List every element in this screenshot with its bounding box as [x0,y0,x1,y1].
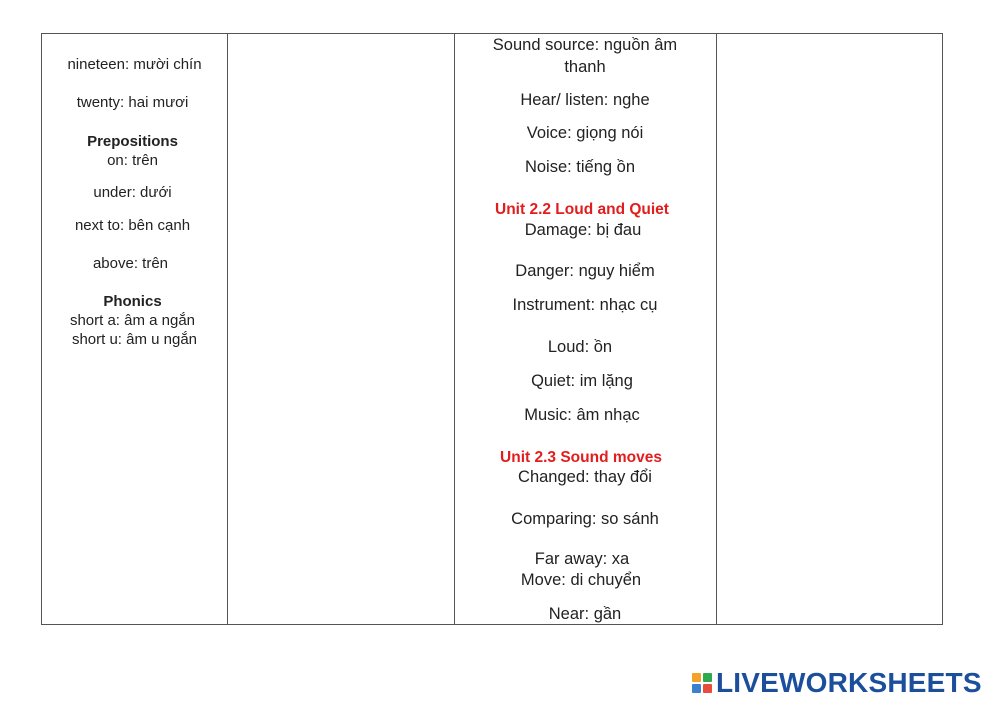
vocab-entry: Comparing: so sánh [511,510,659,528]
vocab-entry: twenty: hai mươi [76,94,189,111]
vocab-entry: Noise: tiếng ồn [524,158,636,176]
vocab-entry: next to: bên cạnh [74,217,191,234]
liveworksheets-logo [692,668,982,698]
column-divider [454,34,455,624]
unit-heading: Unit 2.2 Loud and Quiet [495,201,669,218]
unit-heading: Unit 2.3 Sound moves [500,449,662,466]
vocab-entry: Loud: ồn [547,338,613,356]
vocab-entry: Instrument: nhạc cụ [512,296,658,314]
vocab-entry: short a: âm a ngắn [69,312,196,329]
vocab-entry: on: trên [107,152,158,169]
vocab-entry: Music: âm nhạc [524,406,640,424]
logo-mark-icon [692,673,712,693]
vocab-entry: thanh [564,58,606,76]
vocab-entry: Far away: xa [534,550,630,568]
vocab-entry: above: trên [92,255,169,272]
vocab-entry: Changed: thay đổi [518,468,652,486]
vocab-entry: short u: âm u ngắn [71,331,198,348]
vocab-entry: nineteen: mười chín [67,56,202,73]
vocab-entry: Damage: bị đau [524,221,642,239]
brand-name: LIVEWORKSHEETS [716,667,982,698]
column-divider [716,34,717,624]
vocab-entry: Hear/ listen: nghe [520,91,650,109]
section-heading: Prepositions [87,133,178,150]
vocab-entry: Voice: giọng nói [526,124,644,142]
vocab-entry: Near: gần [548,605,622,623]
vocabulary-table [41,33,943,625]
vocab-entry: Quiet: im lặng [531,372,633,390]
vocab-entry: Sound source: nguồn âm [492,36,678,54]
section-heading: Phonics [103,293,162,310]
vocab-entry: Move: di chuyển [520,571,642,589]
vocab-entry: under: dưới [93,184,172,201]
vocab-entry: Danger: nguy hiểm [515,262,655,280]
column-divider [227,34,228,624]
